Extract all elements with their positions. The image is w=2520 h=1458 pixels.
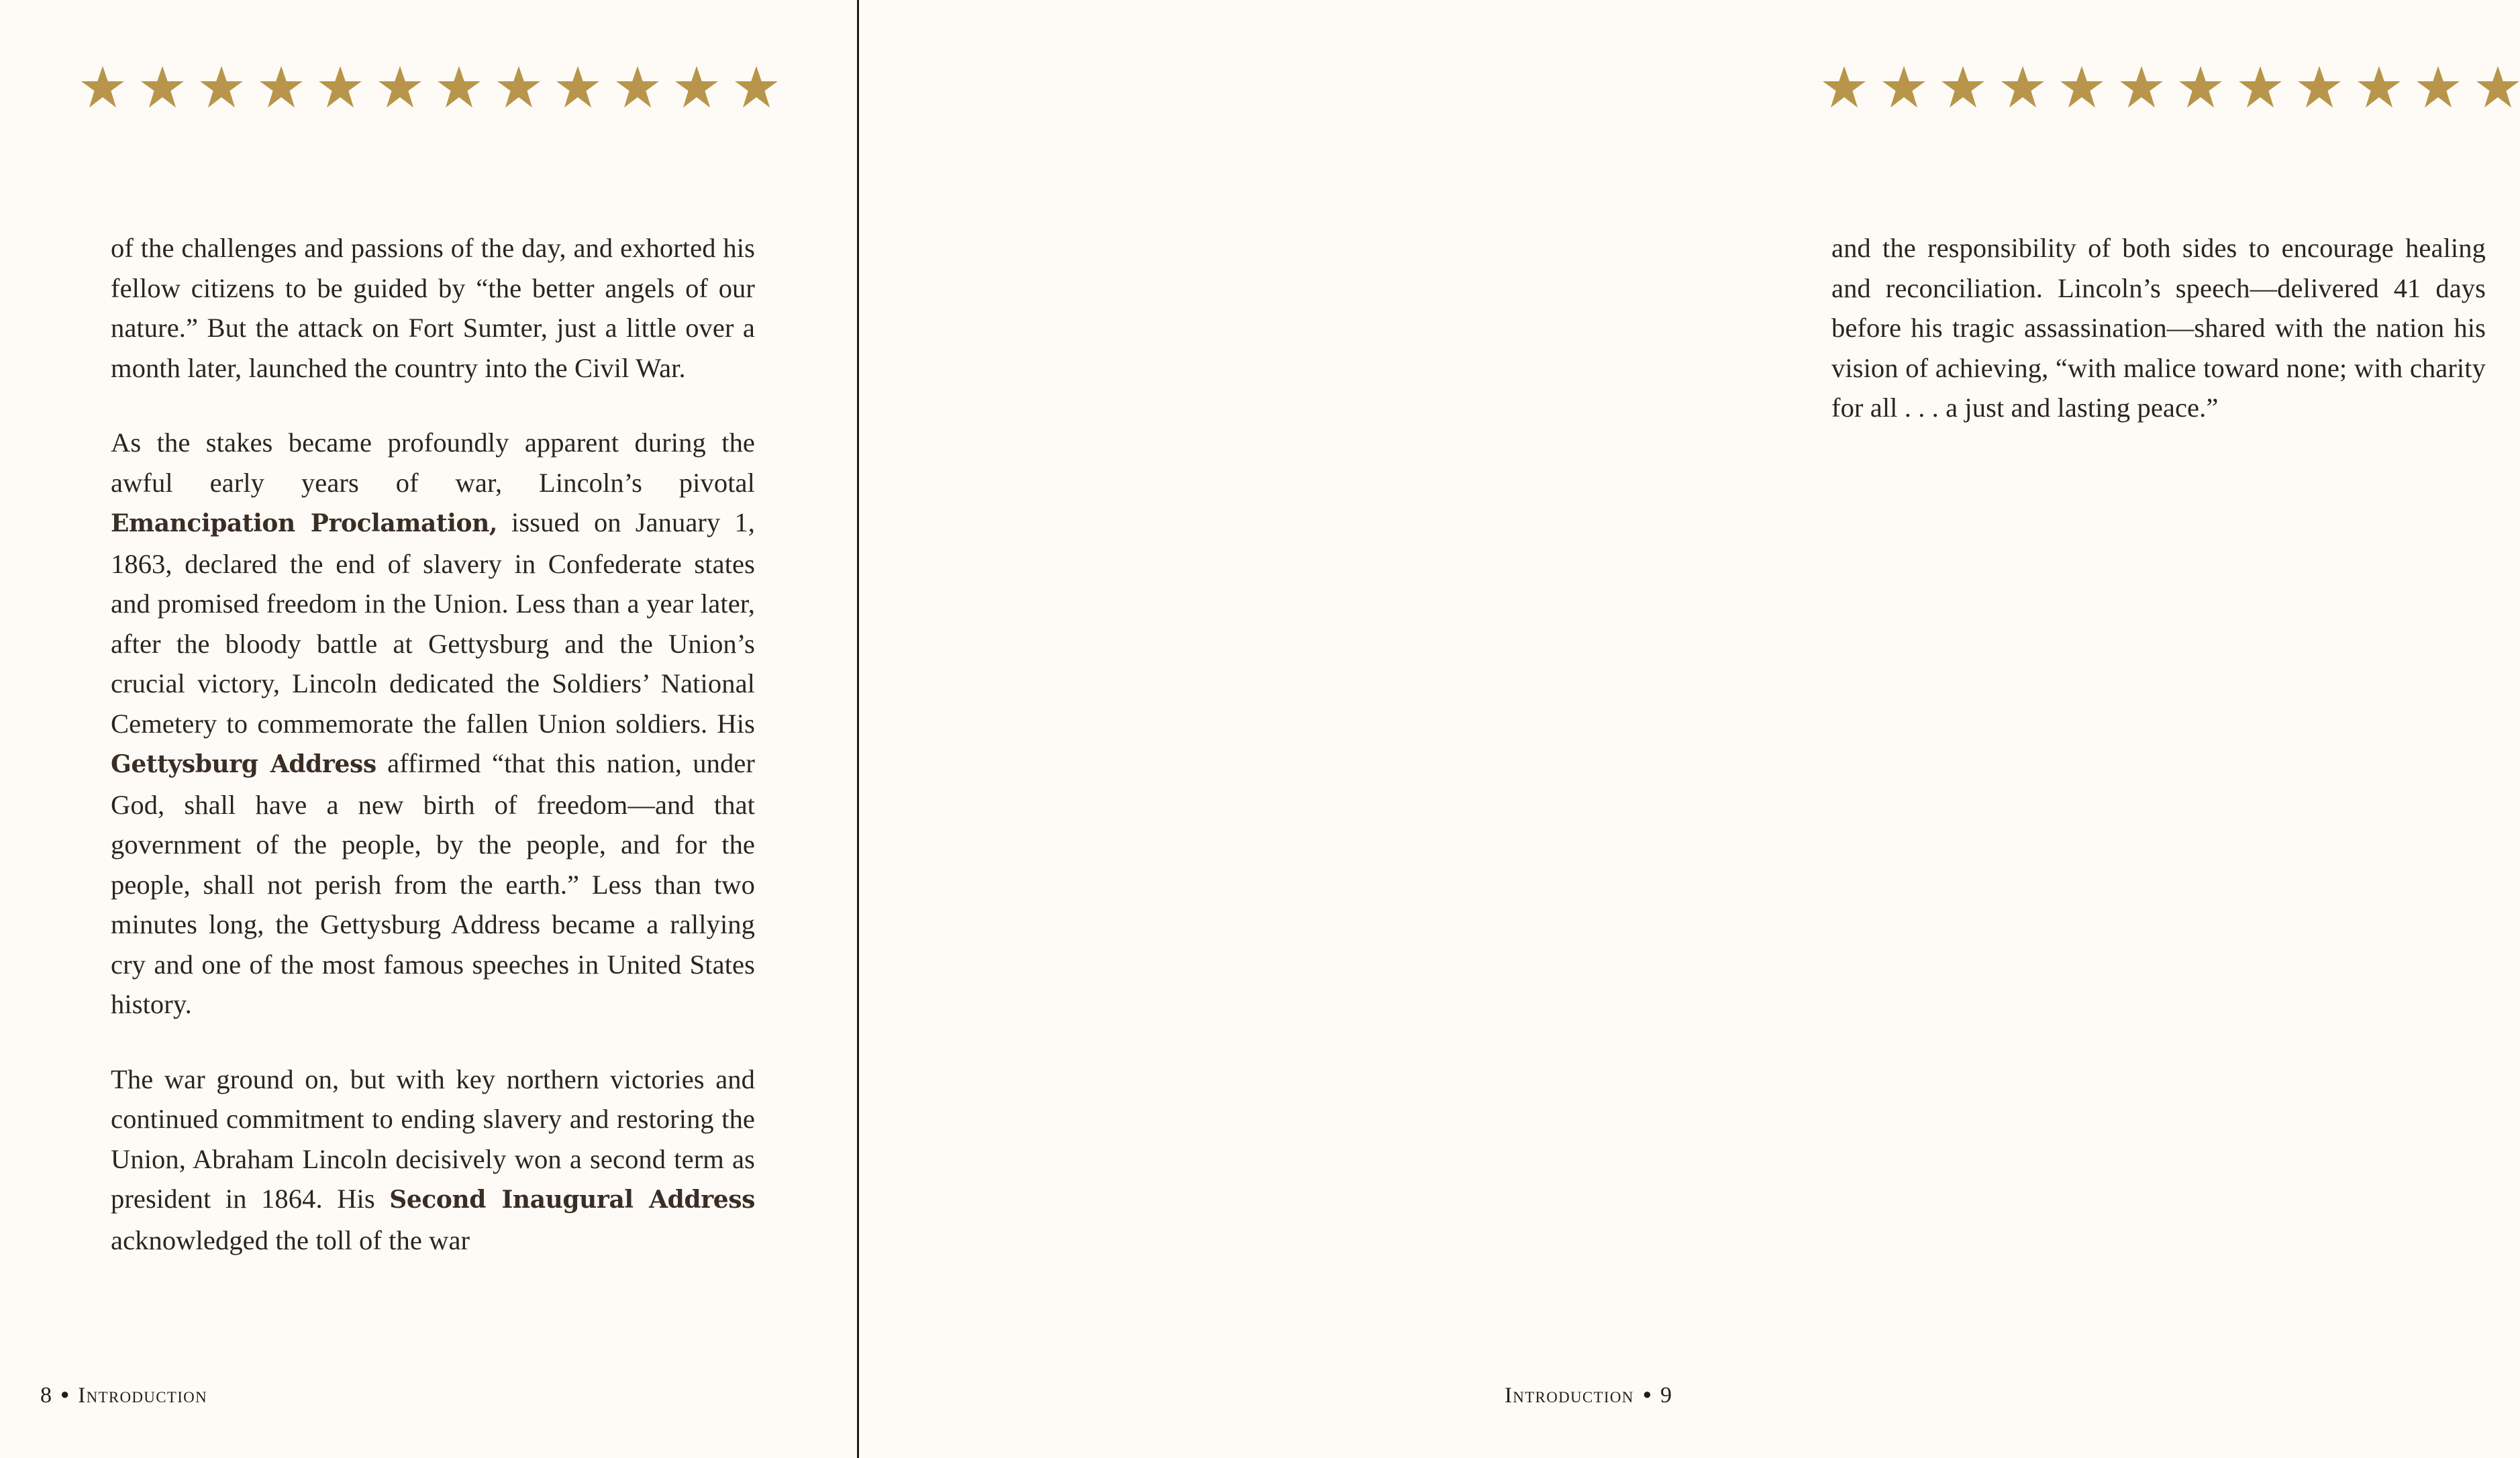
star-icon <box>1941 65 1985 109</box>
star-icon <box>2297 65 2341 109</box>
star-ornament-band-right <box>1822 65 2520 109</box>
star-icon <box>259 65 303 109</box>
body-paragraph: and the responsibility of both sides to encourage healing and reconciliation. Lincoln’s speech—delivered 41 days before his tragic assassination—shared with the nation his vision of achieving, “with malice toward none; with charity for all . . . a just and lasting peace.” <box>1831 233 2486 423</box>
star-icon <box>2476 65 2520 109</box>
folio-left <box>40 1383 207 1408</box>
text-column-right <box>1831 228 2486 428</box>
body-paragraph: of the challenges and passions of the day, and exhorted his fellow citizens to be guided by “the better angels of our nature.” But the attack on Fort Sumter, just a little over a month later, launched the country into the Civil War. <box>111 233 755 383</box>
star-icon <box>1882 65 1926 109</box>
folio-section-right: Introduction <box>1505 1384 1634 1408</box>
text-column-left <box>111 228 755 1260</box>
star-icon <box>2178 65 2223 109</box>
star-icon <box>615 65 660 109</box>
star-icon <box>140 65 185 109</box>
star-icon <box>2060 65 2104 109</box>
star-icon <box>734 65 778 109</box>
key-term: Gettysburg Address <box>111 750 376 778</box>
star-icon <box>199 65 244 109</box>
page-left <box>0 0 857 1458</box>
page-number-right: 9 <box>1660 1383 1672 1408</box>
star-icon <box>318 65 362 109</box>
key-term: Second Inaugural Address <box>389 1186 755 1214</box>
star-icon <box>497 65 541 109</box>
star-ornament-band-left <box>81 65 778 109</box>
star-icon <box>2357 65 2401 109</box>
folio-separator-icon-left: ● <box>60 1385 70 1402</box>
body-paragraph: The war ground on, but with key northern victories and continued commitment to ending slavery and restoring the Union, Abraham Lincoln decisively won a second term as president in 1864. His Second Inaugural Address acknowledged the toll of the war <box>111 1063 755 1255</box>
star-icon <box>2238 65 2282 109</box>
star-icon <box>81 65 125 109</box>
star-icon <box>674 65 719 109</box>
folio-separator-icon-right: ● <box>1642 1385 1652 1402</box>
page-number-left: 8 <box>40 1383 52 1408</box>
star-icon <box>2119 65 2164 109</box>
star-icon <box>378 65 422 109</box>
gutter-divider-rule <box>857 0 859 1458</box>
body-paragraph: As the stakes became profoundly apparent during the awful early years of war, Lincoln’s pivotal Emancipation Proclamation, issued on January 1, 1863, declared the end of slavery in Confederate states and promised freedom in the Union. Less than a year later, after the bloody battle at Gettysburg and the Union’s crucial victory, Lincoln dedicated the Soldiers’ National Cemetery to commemorate the fallen Union soldiers. His Gettysburg Address affirmed “that this nation, under God, shall have a new birth of freedom—and that government of the people, by the people, and for the people, shall not perish from the earth.” Less than two minutes long, the Gettysburg Address became a rallying cry and one of the most famous speeches in United States history. <box>111 427 756 1019</box>
page-right <box>857 0 2486 1458</box>
star-icon <box>1822 65 1866 109</box>
star-icon <box>556 65 600 109</box>
key-term: Emancipation Proclamation, <box>111 509 497 537</box>
star-icon <box>2001 65 2045 109</box>
star-icon <box>2416 65 2460 109</box>
folio-right <box>1505 1383 1672 1408</box>
folio-section-left: Introduction <box>78 1384 207 1408</box>
star-icon <box>437 65 481 109</box>
